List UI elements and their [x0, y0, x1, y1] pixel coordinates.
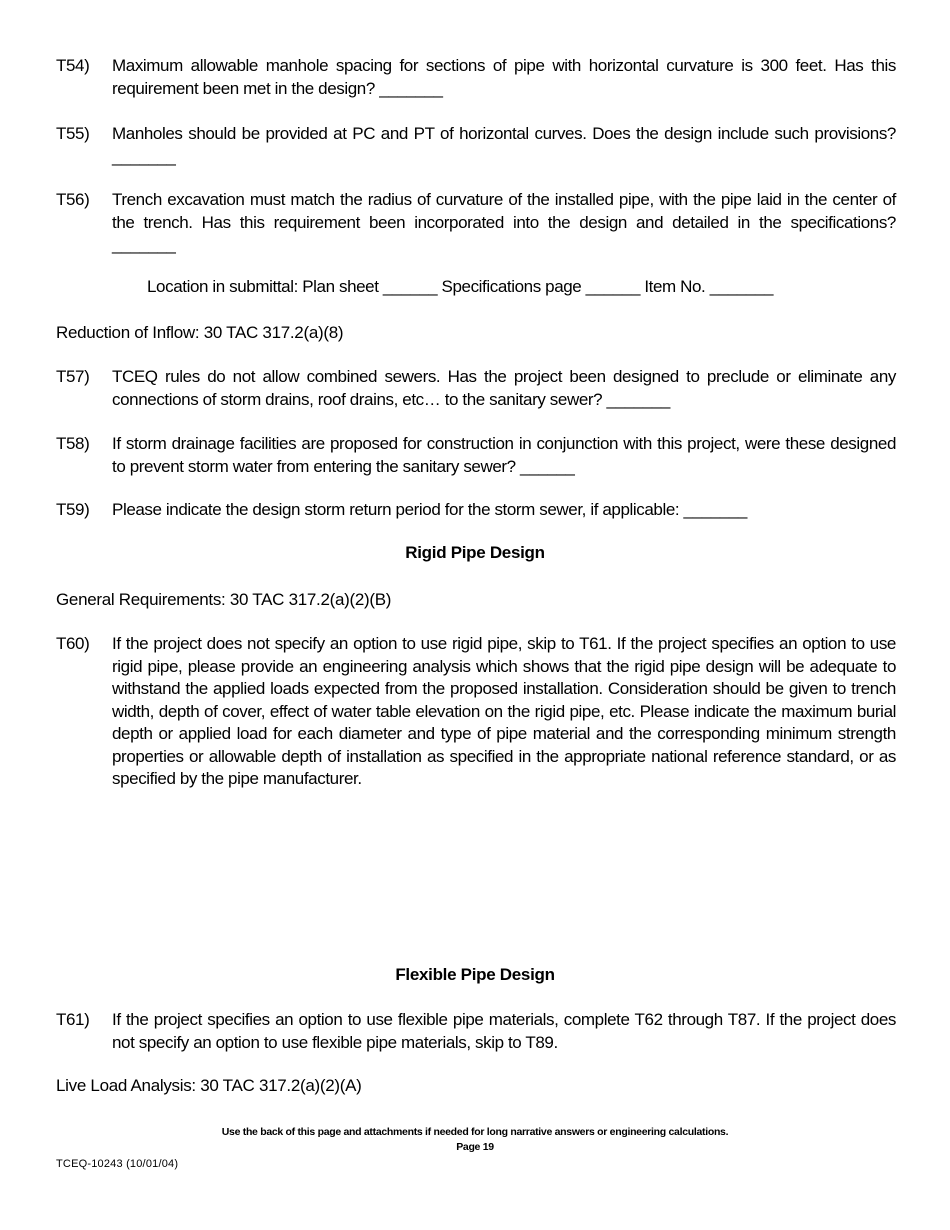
question-number: T60) [56, 634, 90, 653]
location-in-submittal: Location in submittal: Plan sheet ______ Specifications page ______ Item No. _______ [147, 277, 774, 296]
question-t60 [56, 633, 896, 791]
live-load-analysis-heading: Live Load Analysis: 30 TAC 317.2(a)(2)(A) [56, 1076, 362, 1095]
question-t61 [56, 1009, 896, 1054]
question-number: T58) [56, 434, 90, 453]
question-text: If the project does not specify an option to use rigid pipe, skip to T61. If the project specifies an option to use rigid pipe, please provide an engineering analysis which shows that the rigid pipe design will be adequate to withstand the applied loads expected from the proposed installation. Consideration should be given to trench width, depth of cover, effect of water table elevation on the rigid pipe, etc. Please indicate the maximum burial depth or applied load for each diameter and type of pipe material and the corresponding minimum strength properties or allowable depth of installation as specified in the appropriate national reference standard, or as specified by the pipe manufacturer. [112, 634, 896, 788]
question-text: Manholes should be provided at PC and PT of horizontal curves. Does the design include such provisions? _______ [112, 124, 896, 166]
question-number: T56) [56, 190, 90, 209]
question-t55 [56, 123, 896, 168]
question-text: Trench excavation must match the radius of curvature of the installed pipe, with the pipe laid in the center of the trench. Has this requirement been incorporated into the design and detailed in the specifications? _______ [112, 190, 896, 254]
question-number: T55) [56, 124, 90, 143]
page-number: Page 19 [456, 1141, 494, 1153]
rigid-pipe-design-heading: Rigid Pipe Design [405, 543, 545, 562]
question-text: TCEQ rules do not allow combined sewers. Has the project been designed to preclude or eliminate any connections of storm drains, roof drains, etc… to the sanitary sewer? _______ [112, 367, 896, 409]
reduction-of-inflow-heading: Reduction of Inflow: 30 TAC 317.2(a)(8) [56, 323, 344, 342]
question-t56 [56, 189, 896, 257]
question-text: Please indicate the design storm return period for the storm sewer, if applicable: _______ [112, 500, 747, 519]
general-requirements-heading: General Requirements: 30 TAC 317.2(a)(2)(B) [56, 590, 392, 609]
question-t57 [56, 366, 896, 411]
footer-note: Use the back of this page and attachments if needed for long narrative answers or engineering calculations. [221, 1126, 729, 1138]
question-text: If the project specifies an option to use flexible pipe materials, complete T62 through T87. If the project does not specify an option to use flexible pipe materials, skip to T89. [112, 1010, 896, 1052]
question-t54 [56, 55, 896, 100]
question-number: T57) [56, 367, 90, 386]
question-text: If storm drainage facilities are proposed for construction in conjunction with this project, were these designed to prevent storm water from entering the sanitary sewer? ______ [112, 434, 896, 476]
question-number: T54) [56, 56, 90, 75]
question-text: Maximum allowable manhole spacing for sections of pipe with horizontal curvature is 300 feet. Has this requirement been met in the design? _______ [112, 56, 896, 98]
flexible-pipe-design-heading: Flexible Pipe Design [395, 965, 555, 984]
question-t59 [56, 499, 896, 522]
question-t58 [56, 433, 896, 478]
question-number: T61) [56, 1010, 90, 1029]
question-number: T59) [56, 500, 90, 519]
form-id: TCEQ-10243 (10/01/04) [56, 1158, 179, 1170]
